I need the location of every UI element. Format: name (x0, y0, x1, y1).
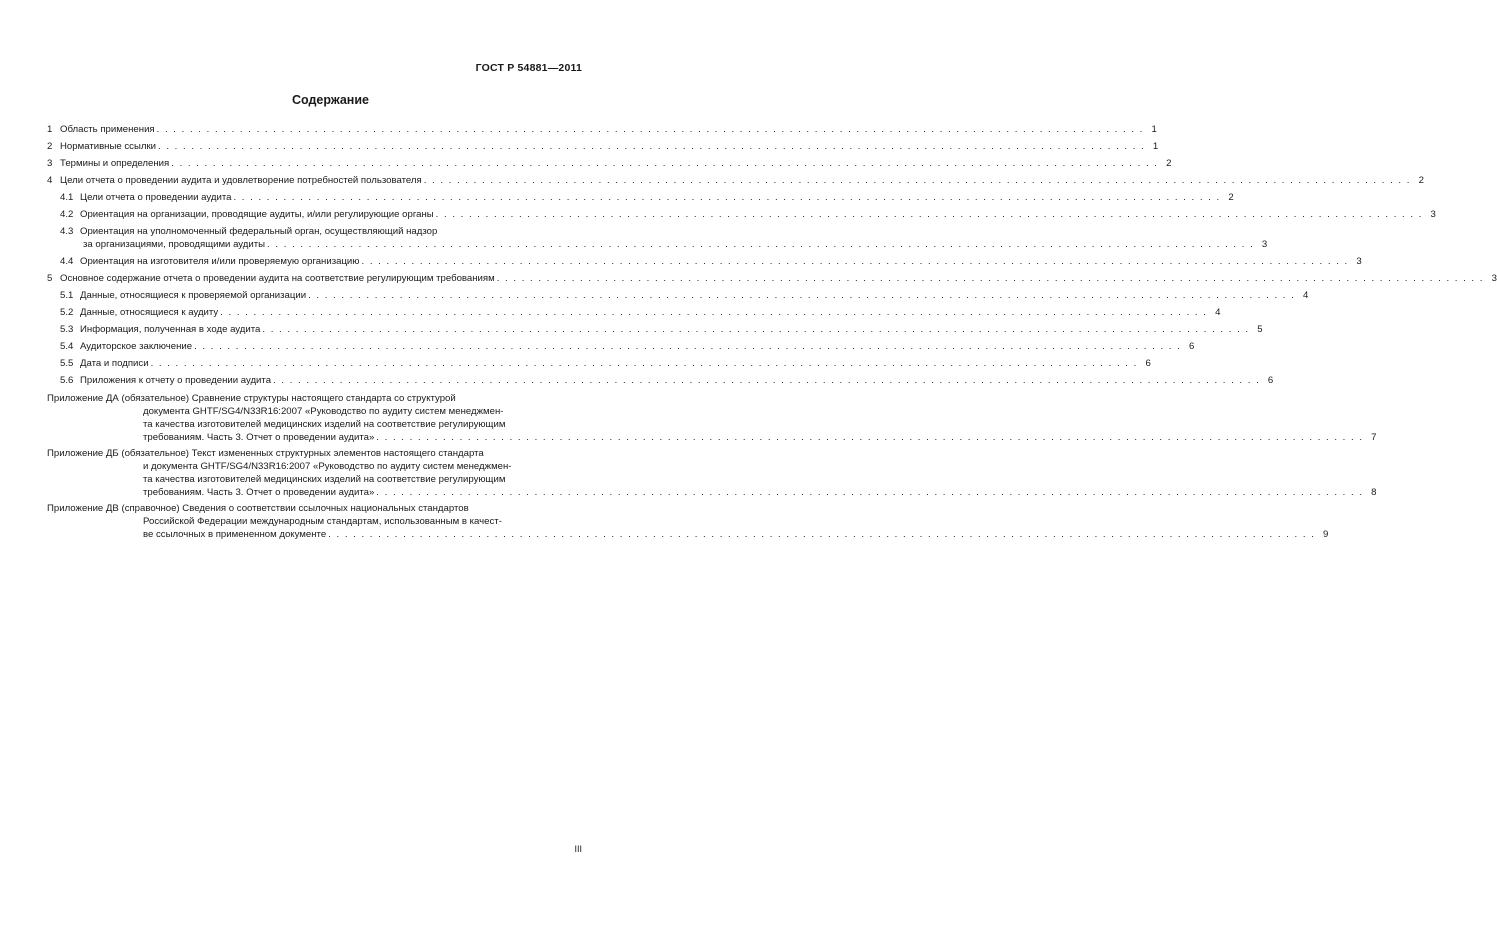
leader-dots: . . . . . . . . . . . . . . . . . . . . . . . . . . . . . . . . . . . . . . . . . . . . . . . . . . . . . . . . . . . . . . . . . . . . . . . . . . . . . . . . . . . . . . . . . . . . . . . . . . . . . . . . . . . . . . . . . . . . . . . (435, 209, 1423, 220)
toc-entry[interactable] (47, 372, 1274, 389)
appendix-title-continued: документа GHTF/SG4/N33R16:2007 «Руководство по аудиту систем менеджмен- (143, 406, 504, 417)
appendix-title-continued: ве ссылочных в примененном документе (143, 529, 327, 540)
toc-page: 1 (1152, 141, 1159, 152)
toc-entry[interactable] (47, 287, 1309, 304)
toc-entry[interactable] (47, 189, 1234, 206)
toc-label: Приложения к отчету о проведении аудита (80, 375, 272, 386)
toc-number: 2 (47, 141, 53, 152)
toc-page: 2 (1166, 158, 1172, 169)
leader-dots: . . . . . . . . . . . . . . . . . . . . . . . . . . . . . . . . . . . . . . . . . . . . . . . . . . . . . . . . . . . . . . . . . . . . . . . . . . . . . . . . . . . . . . . . . . . . . . . . . . . . . . . . . . . . . . . . . . . . . . . (273, 375, 1261, 386)
leader-dots: . . . . . . . . . . . . . . . . . . . . . . . . . . . . . . . . . . . . . . . . . . . . . . . . . . . . . . . . . . . . . . . . . . . . . . . . . . . . . . . . . . . . . . . . . . . . . . . . . . . . . . . . . . . . . . . . . . . . . . . (156, 124, 1144, 135)
toc-label: Ориентация на уполномоченный федеральный орган, осуществляющий надзор (80, 226, 438, 237)
toc-number: 5.3 (60, 324, 74, 335)
toc-label: Ориентация на организации, проводящие аудиты, и/или регулирующие органы (80, 209, 434, 220)
leader-dots: . . . . . . . . . . . . . . . . . . . . . . . . . . . . . . . . . . . . . . . . . . . . . . . . . . . . . . . . . . . . . . . . . . . . . . . . . . . . . . . . . . . . . . . . . . . . . . . . . . . . . . . . . . . . . . . . . . . . . . . (308, 290, 1296, 301)
appendix-title-continued: требованиям. Часть 3. Отчет о проведении аудита» (143, 487, 375, 498)
leader-dots: . . . . . . . . . . . . . . . . . . . . . . . . . . . . . . . . . . . . . . . . . . . . . . . . . . . . . . . . . . . . . . . . . . . . . . . . . . . . . . . . . . . . . . . . . . . . . . . . . . . . . . . . . . . . . . . . . . . . . . . (376, 432, 1364, 443)
leader-dots: . . . . . . . . . . . . . . . . . . . . . . . . . . . . . . . . . . . . . . . . . . . . . . . . . . . . . . . . . . . . . . . . . . . . . . . . . . . . . . . . . . . . . . . . . . . . . . . . . . . . . . . . . . . . . . . . . . . . . . . (423, 175, 1411, 186)
toc-page: 8 (1371, 487, 1377, 498)
toc-label: Данные, относящиеся к проверяемой организации (80, 290, 307, 301)
toc-label-continued: за организациями, проводящими аудиты (83, 239, 266, 250)
appendix-title: Приложение ДВ (справочное) Сведения о соответствии ссылочных национальных стандартов (47, 503, 469, 514)
toc-number: 5 (47, 273, 53, 284)
toc-number: 5.5 (60, 358, 74, 369)
toc-label: Основное содержание отчета о проведении аудита на соответствие регулирующим требованиям (60, 273, 495, 284)
leader-dots: . . . . . . . . . . . . . . . . . . . . . . . . . . . . . . . . . . . . . . . . . . . . . . . . . . . . . . . . . . . . . . . . . . . . . . . . . . . . . . . . . . . . . . . . . . . . . . . . . . . . . . . . . . . . . . . . . . . . . . . (171, 158, 1159, 169)
toc-entry[interactable] (47, 121, 1157, 138)
toc-page: 5 (1257, 324, 1263, 335)
toc-label: Область применения (60, 124, 155, 135)
toc-page: 3 (1261, 239, 1268, 250)
toc-number: 4.1 (60, 192, 74, 203)
appendix-title-continued: та качества изготовителей медицинских изделий на соответствие регулирующим (143, 474, 506, 485)
toc-label: Информация, полученная в ходе аудита (80, 324, 261, 335)
leader-dots: . . . . . . . . . . . . . . . . . . . . . . . . . . . . . . . . . . . . . . . . . . . . . . . . . . . . . . . . . . . . . . . . . . . . . . . . . . . . . . . . . . . . . . . . . . . . . . . . . . . . . . . . . . . . . . . . . . . . . . . (267, 239, 1255, 250)
leader-dots: . . . . . . . . . . . . . . . . . . . . . . . . . . . . . . . . . . . . . . . . . . . . . . . . . . . . . . . . . . . . . . . . . . . . . . . . . . . . . . . . . . . . . . . . . . . . . . . . . . . . . . . . . . . . . . . . . . . . . . . (496, 273, 1484, 284)
toc-entry[interactable] (47, 172, 1424, 189)
toc-entry[interactable] (47, 338, 1195, 355)
toc-label: Аудиторское заключение (80, 341, 193, 352)
toc-label: Термины и определения (60, 158, 170, 169)
toc-label: Цели отчета о проведении аудита и удовлетворение потребностей пользователя (60, 175, 422, 186)
toc-page: 6 (1145, 358, 1151, 369)
toc-label: Нормативные ссылки (60, 141, 157, 152)
appendix-title-continued: требованиям. Часть 3. Отчет о проведении аудита» (143, 432, 375, 443)
toc-label: Дата и подписи (80, 358, 149, 369)
toc-page: 4 (1215, 307, 1221, 318)
appendix-title: Приложение ДА (обязательное) Сравнение структуры настоящего стандарта со структурой (47, 393, 456, 404)
toc-entry[interactable] (47, 253, 1362, 270)
toc-entry[interactable] (47, 355, 1151, 372)
toc-label: Ориентация на изготовителя и/или проверяемую организацию (80, 256, 360, 267)
page-title: Содержание (291, 93, 369, 107)
toc-page: 9 (1323, 529, 1329, 540)
toc-entry[interactable] (47, 206, 1436, 223)
document-code: ГОСТ Р 54881—2011 (475, 62, 582, 74)
leader-dots: . . . . . . . . . . . . . . . . . . . . . . . . . . . . . . . . . . . . . . . . . . . . . . . . . . . . . . . . . . . . . . . . . . . . . . . . . . . . . . . . . . . . . . . . . . . . . . . . . . . . . . . . . . . . . . . . . . . . . . . (361, 256, 1349, 267)
toc-number: 3 (47, 158, 53, 169)
table-of-contents (47, 121, 1497, 541)
page-number: III (574, 844, 582, 854)
leader-dots: . . . . . . . . . . . . . . . . . . . . . . . . . . . . . . . . . . . . . . . . . . . . . . . . . . . . . . . . . . . . . . . . . . . . . . . . . . . . . . . . . . . . . . . . . . . . . . . . . . . . . . . . . . . . . . . . . . . . . . . (328, 529, 1316, 540)
toc-page: 4 (1302, 290, 1309, 301)
toc-entry[interactable] (47, 304, 1221, 321)
appendix-entry[interactable] (47, 447, 1377, 499)
leader-dots: . . . . . . . . . . . . . . . . . . . . . . . . . . . . . . . . . . . . . . . . . . . . . . . . . . . . . . . . . . . . . . . . . . . . . . . . . . . . . . . . . . . . . . . . . . . . . . . . . . . . . . . . . . . . . . . . . . . . . . . (262, 324, 1250, 335)
toc-number: 1 (47, 124, 53, 135)
toc-number: 5.2 (60, 307, 74, 318)
appendix-title-continued: та качества изготовителей медицинских изделий на соответствие регулирующим (143, 419, 506, 430)
toc-page: 7 (1371, 432, 1377, 443)
leader-dots: . . . . . . . . . . . . . . . . . . . . . . . . . . . . . . . . . . . . . . . . . . . . . . . . . . . . . . . . . . . . . . . . . . . . . . . . . . . . . . . . . . . . . . . . . . . . . . . . . . . . . . . . . . . . . . . . . . . . . . . (233, 192, 1221, 203)
toc-entry[interactable] (47, 138, 1159, 155)
toc-page: 3 (1356, 256, 1362, 267)
leader-dots: . . . . . . . . . . . . . . . . . . . . . . . . . . . . . . . . . . . . . . . . . . . . . . . . . . . . . . . . . . . . . . . . . . . . . . . . . . . . . . . . . . . . . . . . . . . . . . . . . . . . . . . . . . . . . . . . . . . . . . . (158, 141, 1146, 152)
toc-number: 5.1 (60, 290, 74, 301)
toc-number: 4 (47, 175, 53, 186)
appendix-title-continued: Российской Федерации международным стандартам, использованным в качест- (143, 516, 502, 527)
toc-number: 4.4 (60, 256, 74, 267)
toc-entry[interactable] (47, 270, 1497, 287)
leader-dots: . . . . . . . . . . . . . . . . . . . . . . . . . . . . . . . . . . . . . . . . . . . . . . . . . . . . . . . . . . . . . . . . . . . . . . . . . . . . . . . . . . . . . . . . . . . . . . . . . . . . . . . . . . . . . . . . . . . . . . . (194, 341, 1182, 352)
toc-page: 2 (1418, 175, 1424, 186)
leader-dots: . . . . . . . . . . . . . . . . . . . . . . . . . . . . . . . . . . . . . . . . . . . . . . . . . . . . . . . . . . . . . . . . . . . . . . . . . . . . . . . . . . . . . . . . . . . . . . . . . . . . . . . . . . . . . . . . . . . . . . . (150, 358, 1138, 369)
appendix-title-continued: и документа GHTF/SG4/N33R16:2007 «Руководство по аудиту систем менеджмен- (143, 461, 512, 472)
toc-entry[interactable] (47, 321, 1263, 338)
toc-page: 6 (1188, 341, 1195, 352)
toc-page: 3 (1430, 209, 1436, 220)
toc-page: 1 (1151, 124, 1157, 135)
leader-dots: . . . . . . . . . . . . . . . . . . . . . . . . . . . . . . . . . . . . . . . . . . . . . . . . . . . . . . . . . . . . . . . . . . . . . . . . . . . . . . . . . . . . . . . . . . . . . . . . . . . . . . . . . . . . . . . . . . . . . . . (376, 487, 1364, 498)
appendix-entry[interactable] (47, 392, 1377, 444)
toc-label: Цели отчета о проведении аудита (80, 192, 232, 203)
toc-label: Данные, относящиеся к аудиту (80, 307, 219, 318)
leader-dots: . . . . . . . . . . . . . . . . . . . . . . . . . . . . . . . . . . . . . . . . . . . . . . . . . . . . . . . . . . . . . . . . . . . . . . . . . . . . . . . . . . . . . . . . . . . . . . . . . . . . . . . . . . . . . . . . . . . . . . . (220, 307, 1208, 318)
toc-number: 4.3 (60, 226, 74, 237)
toc-entry[interactable] (47, 223, 1268, 253)
toc-page: 3 (1491, 273, 1497, 284)
toc-page: 2 (1228, 192, 1234, 203)
toc-page: 6 (1267, 375, 1274, 386)
toc-entry[interactable] (47, 155, 1172, 172)
toc-number: 4.2 (60, 209, 74, 220)
appendix-title: Приложение ДБ (обязательное) Текст измененных структурных элементов настоящего стандарта (47, 448, 484, 459)
toc-number: 5.6 (60, 375, 74, 386)
toc-number: 5.4 (60, 341, 74, 352)
appendix-entry[interactable] (47, 502, 1329, 541)
